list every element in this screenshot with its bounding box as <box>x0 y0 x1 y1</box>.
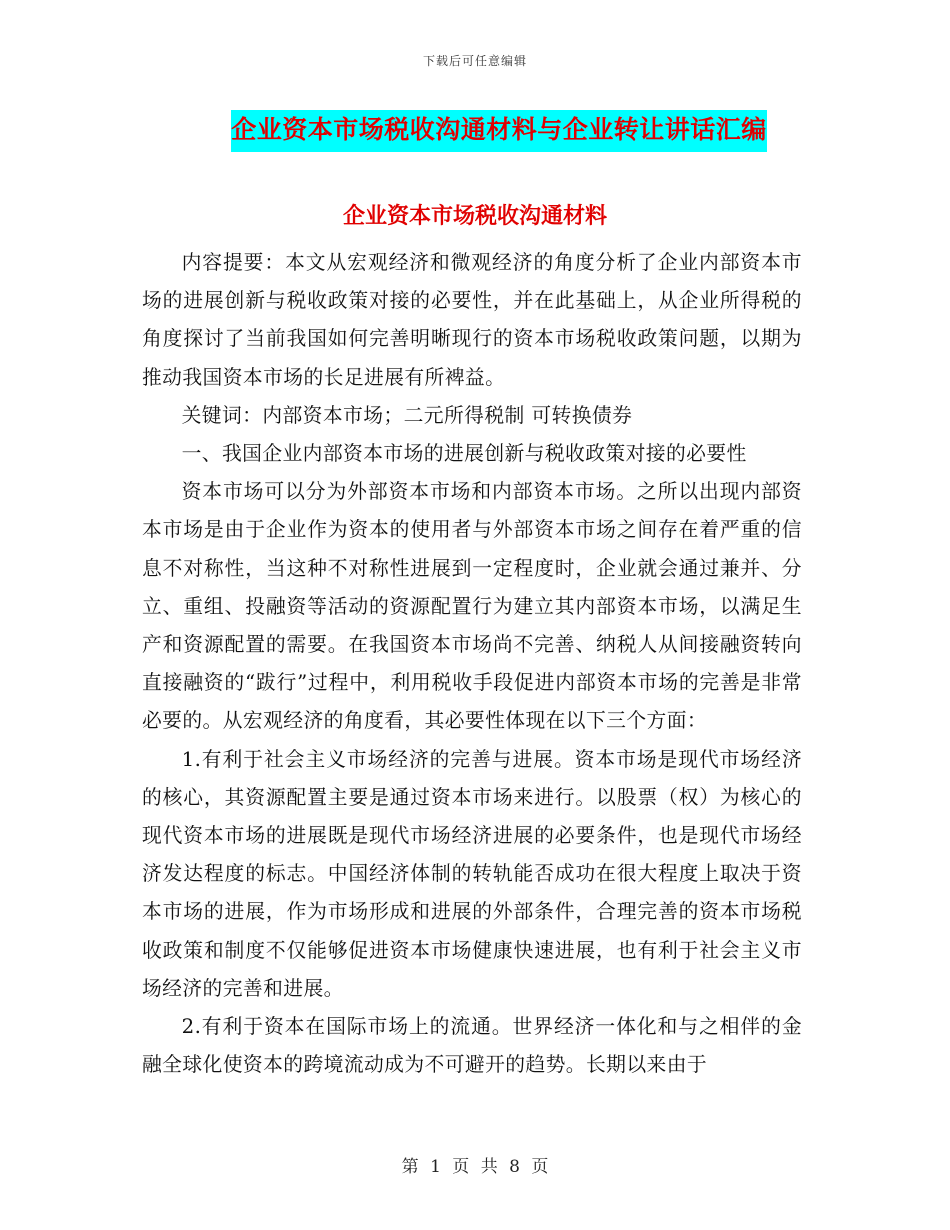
page-header-note: 下载后可任意编辑 <box>422 54 527 68</box>
document-body <box>142 244 802 1084</box>
page-number: 第 1 页 共 8 页 <box>401 1157 549 1177</box>
document-title <box>0 110 950 152</box>
section-heading-1: 一、我国企业内部资本市场的进展创新与税收政策对接的必要性 <box>181 442 747 466</box>
body-paragraph: 2.有利于资本在国际市场上的流通。世界经济一体化和与之相伴的金融全球化使资本的跨境流动成为不可避开的趋势。长期以来由于 <box>142 1015 802 1077</box>
keywords-paragraph: 关键词：内部资本市场；二元所得税制 可转换债券 <box>181 403 633 427</box>
section-title: 企业资本市场税收沟通材料 <box>342 203 607 229</box>
body-paragraph: 资本市场可以分为外部资本市场和内部资本市场。之所以出现内部资本市场是由于企业作为资本的使用者与外部资本市场之间存在着严重的信息不对称性，当这种不对称性进展到一定程度时，企业就会通过兼并、分立、重组、投融资等活动的资源配置行为建立其内部资本市场，以满足生产和资源配置的需要。在我国资本市场尚不完善、纳税人从间接融资转向直接融资的“跋行”过程中，利用税收手段促进内部资本市场的完善是非常必要的。从宏观经济的角度看，其必要性体现在以下三个方面： <box>142 480 802 733</box>
abstract-paragraph: 内容提要：本文从宏观经济和微观经济的角度分析了企业内部资本市场的进展创新与税收政策对接的必要性，并在此基础上，从企业所得税的角度探讨了当前我国如何完善明晰现行的资本市场税收政策问题，以期为推动我国资本市场的长足进展有所裨益。 <box>142 251 802 389</box>
body-paragraph: 1.有利于社会主义市场经济的完善与进展。资本市场是现代市场经济的核心，其资源配置主要是通过资本市场来进行。以股票（权）为核心的现代资本市场的进展既是现代市场经济进展的必要条件，也是现代市场经济发达程度的标志。中国经济体制的转轨能否成功在很大程度上取决于资本市场的进展，作为市场形成和进展的外部条件，合理完善的资本市场税收政策和制度不仅能够促进资本市场健康快速进展，也有利于社会主义市场经济的完善和进展。 <box>142 747 802 1000</box>
document-title-text: 企业资本市场税收沟通材料与企业转让讲话汇编 <box>231 110 767 152</box>
